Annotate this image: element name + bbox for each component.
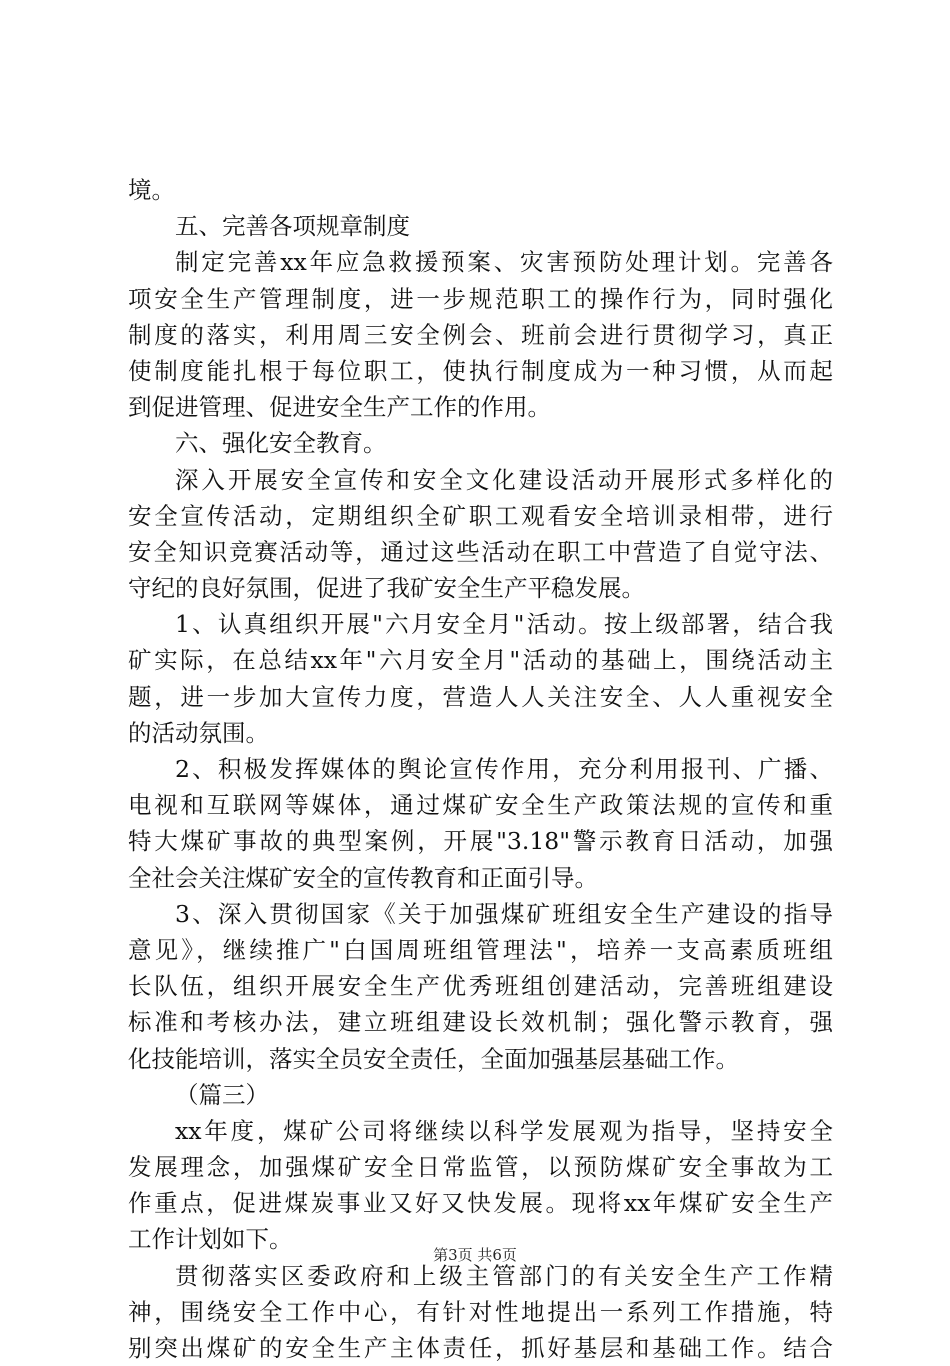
text-line: 安全知识竞赛活动等，通过这些活动在职工中营造了自觉守法、 — [128, 537, 833, 566]
text-line: 作重点，促进煤炭事业又好又快发展。现将xx年煤矿安全生产 — [128, 1189, 833, 1218]
text-line: 特大煤矿事故的典型案例，开展"3.18"警示教育日活动，加强 — [128, 827, 833, 856]
body-text — [128, 172, 833, 1366]
text-line: 1、认真组织开展"六月安全月"活动。按上级部署，结合我 — [175, 610, 833, 639]
text-line: 全社会关注煤矿安全的宣传教育和正面引导。 — [128, 863, 598, 892]
text-line: 神，围绕安全工作中心，有针对性地提出一系列工作措施，特 — [128, 1297, 833, 1326]
text-line: 到促进管理、促进安全生产工作的作用。 — [128, 393, 551, 422]
text-line: 六、强化安全教育。 — [175, 429, 387, 458]
text-line: 守纪的良好氛围，促进了我矿安全生产平稳发展。 — [128, 574, 645, 603]
text-line: 标准和考核办法，建立班组建设长效机制；强化警示教育，强 — [128, 1008, 833, 1037]
text-line: 深入开展安全宣传和安全文化建设活动开展形式多样化的 — [175, 465, 833, 494]
text-line: 长队伍，组织开展安全生产优秀班组创建活动，完善班组建设 — [128, 972, 833, 1001]
text-line: 化技能培训，落实全员安全责任，全面加强基层基础工作。 — [128, 1044, 739, 1073]
text-line: 使制度能扎根于每位职工，使执行制度成为一种习惯，从而起 — [128, 356, 833, 385]
text-line: 发展理念，加强煤矿安全日常监管，以预防煤矿安全事故为工 — [128, 1153, 833, 1182]
text-line: 2、积极发挥媒体的舆论宣传作用，充分利用报刊、广播、 — [175, 755, 833, 783]
text-line: 题，进一步加大宣传力度，营造人人关注安全、人人重视安全 — [128, 682, 833, 711]
text-line: 五、完善各项规章制度 — [175, 212, 410, 241]
text-line: 制度的落实，利用周三安全例会、班前会进行贯彻学习，真正 — [128, 320, 833, 349]
text-line: 别突出煤矿的安全生产主体责任，抓好基层和基础工作。结合 — [128, 1334, 833, 1362]
text-line: 安全宣传活动，定期组织全矿职工观看安全培训录相带，进行 — [128, 501, 833, 530]
text-line: 贯彻落实区委政府和上级主管部门的有关安全生产工作精 — [175, 1261, 833, 1290]
text-line: 意见》，继续推广"白国周班组管理法"，培养一支高素质班组 — [128, 935, 833, 964]
text-line: （篇三） — [175, 1080, 269, 1109]
text-line: 项安全生产管理制度，进一步规范职工的操作行为，同时强化 — [128, 284, 833, 313]
text-line: 制定完善xx年应急救援预案、灾害预防处理计划。完善各 — [175, 248, 833, 277]
page-footer: 第3页 共6页 — [433, 1246, 517, 1264]
text-line: 的活动氛围。 — [128, 718, 269, 747]
text-line: 电视和互联网等媒体，通过煤矿安全生产政策法规的宣传和重 — [128, 791, 833, 820]
text-line: 工作计划如下。 — [128, 1225, 293, 1254]
text-line: 矿实际，在总结xx年"六月安全月"活动的基础上，围绕活动主 — [128, 646, 833, 675]
text-line: 境。 — [128, 176, 175, 204]
text-line: xx年度，煤矿公司将继续以科学发展观为指导，坚持安全 — [175, 1116, 833, 1145]
text-line: 3、深入贯彻国家《关于加强煤矿班组安全生产建设的指导 — [175, 899, 833, 928]
